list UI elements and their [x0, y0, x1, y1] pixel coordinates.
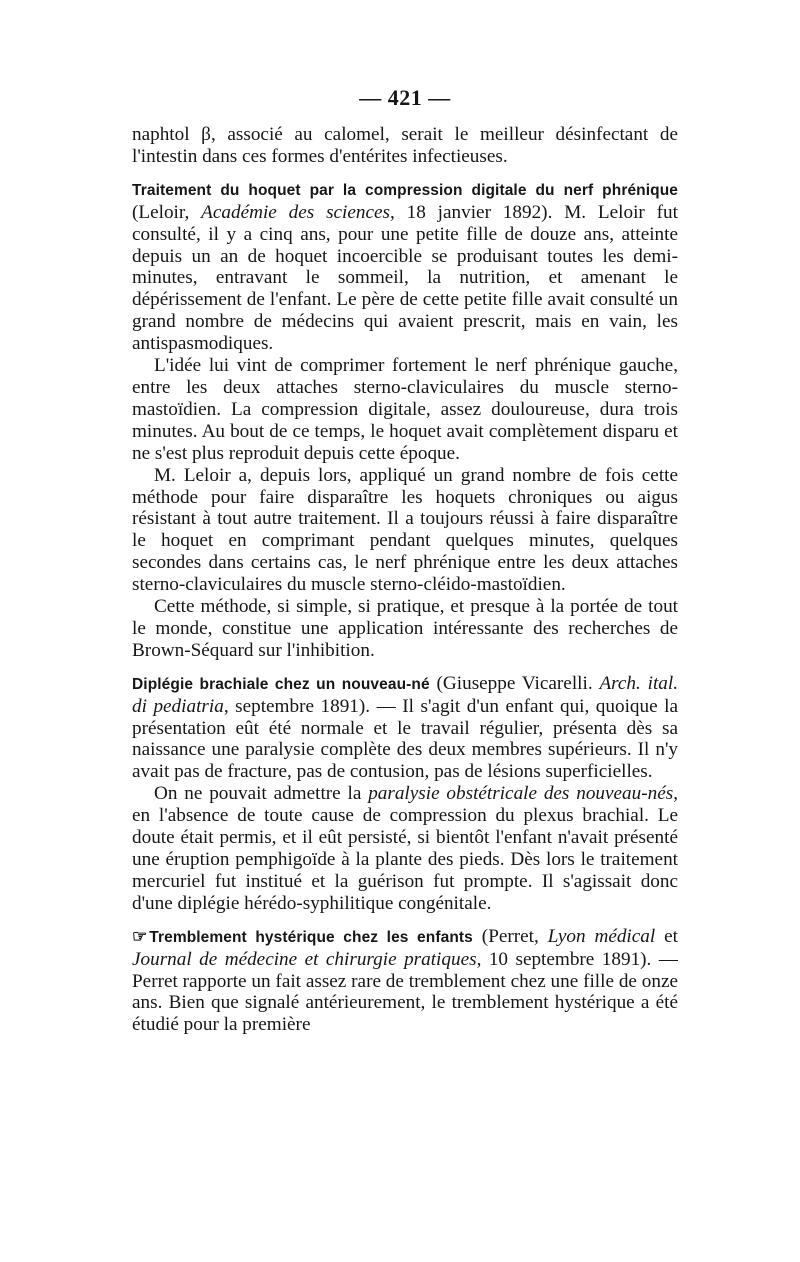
hoquet-ref-before: (Leloir,	[132, 201, 202, 223]
hoquet-ref-journal: Académie des sciences	[201, 201, 390, 223]
section-diplegie	[132, 673, 678, 915]
diplegie-paragraph-2-before: On ne pouvait admettre la	[154, 783, 369, 805]
diplegie-ref-after: , septembre 1891).	[223, 695, 371, 717]
section-heading-diplegie: Diplégie brachiale chez un nouveau-né	[132, 675, 430, 693]
diplegie-paragraph-2-italic: paralysie obstétricale des nouveau-nés	[368, 783, 674, 805]
tremblement-ref-journal-2: Journal de médecine et chirurgie pratiques	[132, 948, 477, 970]
section-tremblement	[132, 926, 678, 1037]
hoquet-paragraph-3: M. Leloir a, depuis lors, appliqué un grand nombre de fois cette méthode pour faire disparaître les hoquets chroniques ou aigus résistant à tout autre traitement. Il a toujours réussi à faire disparaître le hoquet en comprimant pendant quelques minutes, quelques secondes dans certains cas, le nerf phrénique entre les deux attaches sterno-claviculaires du muscle sterno-cléido-mastoïdien.	[132, 464, 678, 596]
diplegie-ref-journal: Arch. ital. di pediatria	[132, 672, 678, 717]
section-heading-hoquet: Traitement du hoquet par la compression digitale du nerf phrénique	[132, 181, 678, 199]
hoquet-paragraph-1	[132, 179, 678, 355]
tremblement-ref-middle: et	[655, 925, 678, 947]
book-page	[132, 84, 678, 1214]
hoquet-paragraph-4: Cette méthode, si simple, si pratique, et presque à la portée de tout le monde, constitue une application intéressante des recherches de Brown-Séquard sur l'inhibition.	[132, 596, 678, 661]
page-number: — 421 —	[359, 85, 451, 110]
intro-paragraph: naphtol β, associé au calomel, serait le meilleur désinfectant de l'intestin dans ces formes d'entérites infectieuses.	[132, 124, 678, 167]
tremblement-ref-before: (Perret,	[472, 925, 548, 947]
diplegie-paragraph-2-after: , en l'absence de toute cause de compression du plexus brachial. Le doute était permis, et il eût persisté, si bientôt l'enfant n'avait présenté une éruption pemphigoïde à la plante des pieds. Dès lors le traitement mercuriel fut institué et la guérison fut prompte. Il s'agissait donc d'une diplégie hérédo-syphilitique congénitale.	[132, 783, 678, 914]
hoquet-paragraph-1-text: M. Leloir fut consulté, il y a cinq ans, pour une petite fille de douze ans, atteinte depuis un an de hoquet incoercible se produisant toutes les demi-minutes, entravant le sommeil, la nutrition, et amenant le dépérissement de l'enfant. Le père de cette petite fille avait consulté un grand nombre de médecins qui avaient prescrit, mais en vain, les antispasmodiques.	[132, 201, 678, 355]
hoquet-ref-after: , 18 janvier 1892).	[390, 201, 553, 223]
diplegie-paragraph-1-text: — Il s'agit d'un enfant qui, quoique la présentation eût été normale et le travail régulier, présenta dès sa naissance une paralysie complète des deux membres supérieurs. Il n'y avait pas de fracture, pas de contusion, pas de lésions superficielles.	[132, 695, 678, 783]
section-heading-tremblement: Tremblement hystérique chez les enfants	[149, 928, 473, 946]
tremblement-ref-journal-1: Lyon médical	[547, 925, 656, 947]
diplegie-paragraph-1	[132, 673, 678, 784]
section-hoquet	[132, 179, 678, 662]
pointing-hand-icon: ☞	[132, 926, 148, 946]
hoquet-paragraph-2: L'idée lui vint de comprimer fortement le nerf phrénique gauche, entre les deux attaches sterno-claviculaires du muscle sterno-mastoïdien. La compression digitale, assez douloureuse, dura trois minutes. Au bout de ce temps, le hoquet avait complètement disparu et ne s'est plus reproduit depuis cette époque.	[132, 355, 678, 464]
tremblement-paragraph-1-text: — Perret rapporte un fait assez rare de tremblement chez une fille de onze ans. Bien que signalé antérieurement, le tremblement hystérique a été étudié pour la première	[132, 948, 678, 1036]
tremblement-paragraph-1	[132, 926, 678, 1037]
diplegie-ref-before: (Giuseppe Vicarelli.	[429, 672, 600, 694]
tremblement-ref-after: , 10 septembre 1891).	[476, 948, 652, 970]
diplegie-paragraph-2	[132, 783, 678, 914]
